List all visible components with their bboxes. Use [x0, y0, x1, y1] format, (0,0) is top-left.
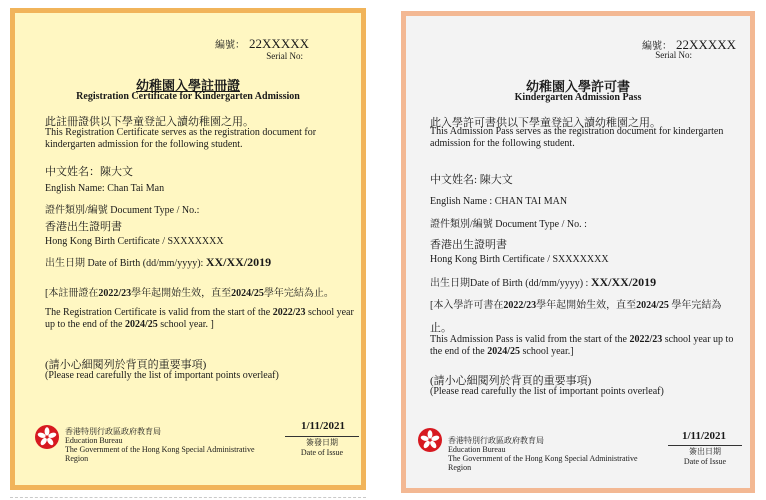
- serial-value: 22XXXXX: [676, 37, 736, 52]
- hong-kong-bauhinia-emblem-icon: [418, 428, 442, 452]
- note-en: (Please read carefully the list of important points overleaf): [45, 370, 279, 381]
- bureau-region-line: Region: [65, 454, 89, 463]
- bureau-name-zh: 香港特別行政區政府教育局: [448, 436, 544, 445]
- admission-pass: [401, 11, 755, 493]
- certificate-title-en: Registration Certificate for Kindergarten Admission: [76, 91, 300, 102]
- dob-label: 出生日期Date of Birth (dd/mm/yyyy) :: [430, 278, 591, 289]
- validity-zh-part: [本入學許可書在: [430, 300, 504, 311]
- intro-zh: 此入學許可書供以下學童登記入讀幼稚園之用。: [430, 117, 661, 129]
- dob-value: XX/XX/2019: [205, 255, 272, 269]
- serial-label-en: Serial No:: [266, 51, 303, 61]
- registration-certificate: [10, 8, 366, 490]
- serial-label: 編號：: [215, 40, 246, 51]
- document-type-label: 證件類別/編號 Document Type / No.:: [45, 205, 200, 216]
- bureau-gov-line: The Government of the Hong Kong Special Administrative: [448, 454, 638, 463]
- validity-zh-part: 學年起開始生效，直至: [536, 300, 637, 311]
- issue-date-label-en: Date of Issue: [683, 457, 727, 466]
- document-type-en: Hong Kong Birth Certificate / SXXXXXXX: [430, 254, 609, 265]
- intro-en: This Registration Certificate serves as the registration document for kindergarten admission for the following student.: [45, 127, 317, 150]
- validity-end-year: 2024/25: [487, 346, 520, 357]
- validity-end-year: 2024/25: [124, 319, 158, 330]
- note-zh: (請小心細閱列於背頁的重要事項): [430, 375, 592, 387]
- issue-date-label-zh: 簽出日期: [689, 447, 721, 456]
- document-type-zh: 香港出生證明書: [430, 239, 507, 251]
- validity-en-part: The Registration Certificate is valid from the start of the: [45, 307, 273, 318]
- validity-en-part: school year up to the end of the: [430, 334, 734, 357]
- document-type-label: 證件類別/編號 Document Type / No. :: [430, 219, 587, 230]
- validity-end-year: 2024/25: [636, 300, 669, 311]
- issue-date: 1/11/2021: [682, 430, 727, 442]
- serial-value: 22XXXXX: [249, 36, 309, 51]
- validity-zh-part: [本註冊證在: [45, 288, 99, 299]
- validity-zh-part: 學年完結為: [668, 300, 722, 311]
- issue-date-label: [285, 438, 359, 458]
- issue-date-label-en: Date of Issue: [300, 448, 344, 457]
- validity-zh-part: 學年完結為止。: [263, 288, 334, 299]
- serial-label: 編號：: [642, 41, 673, 52]
- validity-start-year: 2022/23: [98, 288, 132, 299]
- bureau-gov-line: The Government of the Hong Kong Special Administrative: [65, 445, 255, 454]
- note-en: (Please read carefully the list of important points overleaf): [430, 386, 664, 397]
- hong-kong-bauhinia-emblem-icon: [35, 425, 59, 449]
- document-type-zh: 香港出生證明書: [45, 221, 122, 233]
- dob-value: XX/XX/2019: [590, 275, 657, 289]
- validity-en: [45, 307, 355, 331]
- validity-end-year: 2024/25: [231, 288, 264, 299]
- validity-en-part: school year up to the end of the: [45, 307, 354, 330]
- bureau-name-zh: 香港特別行政區政府教育局: [65, 427, 161, 436]
- pass-title-zh: 幼稚園入學許可書: [525, 79, 630, 94]
- serial-label-en: Serial No:: [655, 50, 692, 60]
- signature-line: [285, 436, 359, 437]
- english-name: English Name: Chan Tai Man: [45, 183, 165, 194]
- certificate-title-zh: 幼稚園入學註冊證: [135, 78, 240, 93]
- chinese-name: 中文姓名：陳大文: [45, 166, 133, 178]
- issuing-authority: [65, 427, 255, 463]
- date-of-birth: [45, 254, 271, 270]
- issue-date-label-zh: 簽發日期: [306, 438, 338, 447]
- chinese-name: 中文姓名: 陳大文: [430, 174, 513, 186]
- validity-zh-part: 學年起開始生效，直至: [131, 288, 232, 299]
- bureau-name-en: Education Bureau: [65, 436, 123, 445]
- issue-date-label: [668, 447, 742, 467]
- document-type-en: Hong Kong Birth Certificate / SXXXXXXX: [45, 236, 224, 247]
- intro-en: This Admission Pass serves as the registration document for kindergarten admission for the following student.: [430, 126, 724, 149]
- english-name: English Name : CHAN TAI MAN: [430, 196, 568, 207]
- date-of-birth: [430, 274, 656, 290]
- validity-en-part: school year. ]: [157, 319, 214, 330]
- intro-zh: 此註冊證供以下學童登記入讀幼稚園之用。: [45, 116, 254, 128]
- validity-en: [430, 334, 740, 358]
- validity-en-part: This Admission Pass is valid from the start of the: [430, 334, 630, 345]
- validity-zh: [430, 296, 721, 311]
- validity-start-year: 2022/23: [503, 300, 537, 311]
- validity-zh-continued: 止。: [430, 322, 452, 334]
- pass-title-en: Kindergarten Admission Pass: [514, 92, 642, 103]
- bureau-name-en: Education Bureau: [448, 445, 506, 454]
- validity-zh: [45, 284, 334, 299]
- serial-number: [215, 37, 309, 52]
- validity-start-year: 2022/23: [629, 334, 663, 345]
- bureau-region-line: Region: [448, 463, 472, 472]
- issuing-authority: [448, 436, 638, 472]
- validity-start-year: 2022/23: [272, 307, 306, 318]
- dob-label: 出生日期 Date of Birth (dd/mm/yyyy):: [45, 258, 204, 269]
- issue-date: 1/11/2021: [301, 420, 346, 432]
- note-zh: (請小心細閱列於背頁的重要事項): [45, 359, 207, 371]
- validity-en-part: school year.]: [519, 346, 574, 357]
- signature-line: [668, 445, 742, 446]
